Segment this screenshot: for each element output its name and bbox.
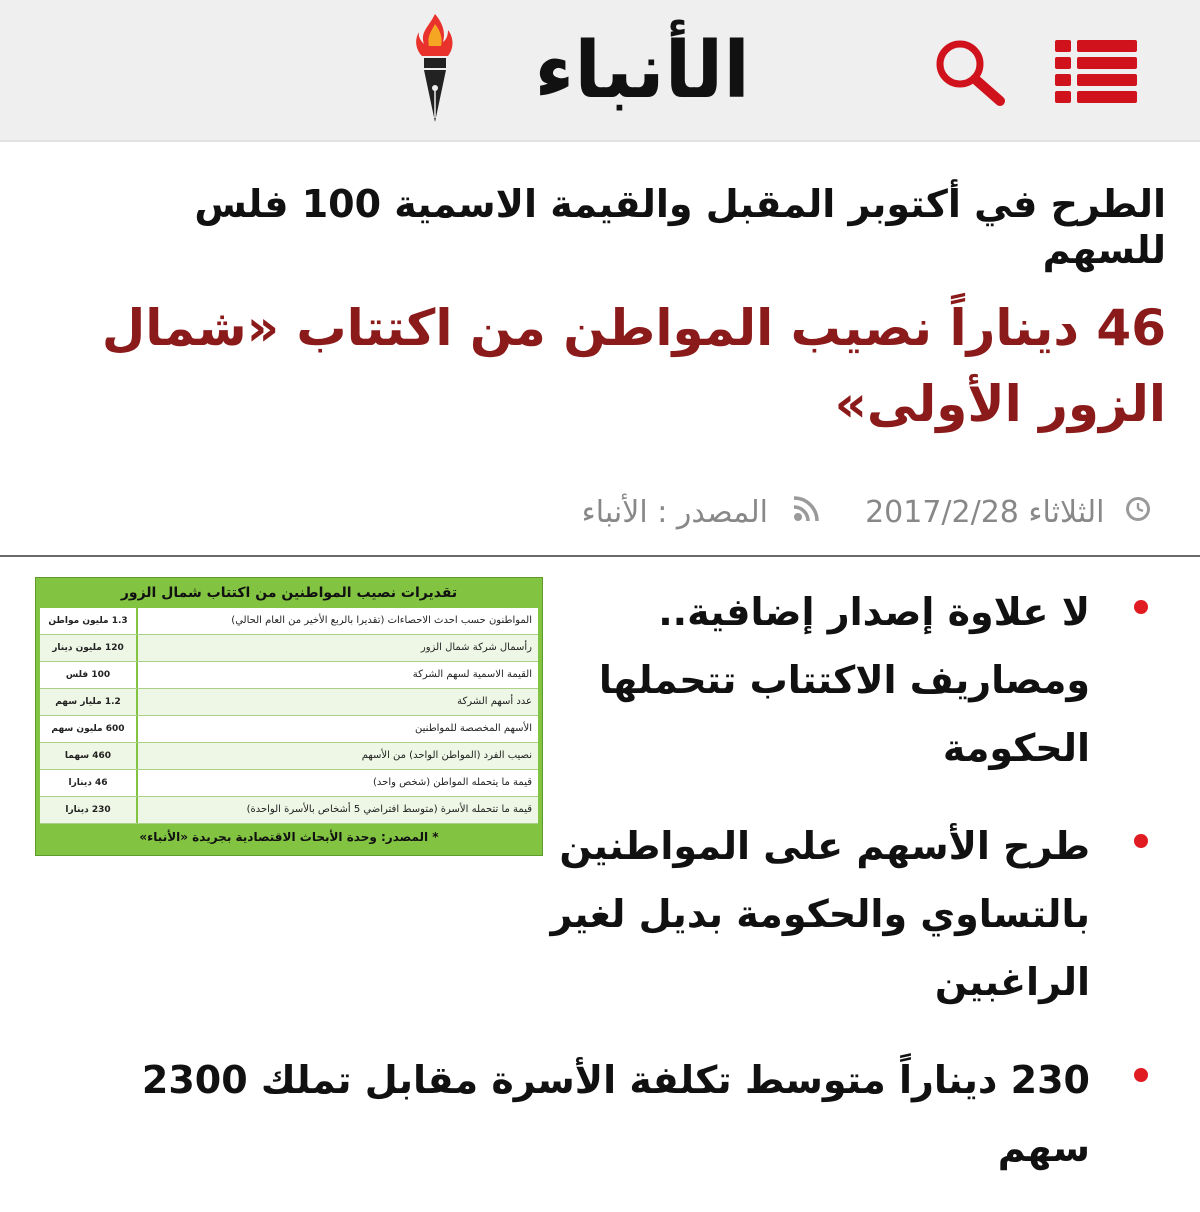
row-label: المواطنون حسب احدث الاحصاءات (تقديرا بالربع الأخير من العام الحالي) [231,615,532,626]
article-subtitle: الطرح في أكتوبر المقبل والقيمة الاسمية 100 فلس للسهم [194,182,1166,272]
infographic-table[interactable] [35,577,543,856]
clock-icon [1124,495,1152,531]
table-row [40,689,538,716]
infographic-rows [40,608,538,824]
article-meta [42,494,1152,534]
table-row [40,662,538,689]
bullet-dot-icon [1134,1068,1148,1082]
row-label: القيمة الاسمية لسهم الشركة [412,669,532,680]
highlight-item [532,812,1152,1016]
torch-pen-icon [410,10,460,128]
table-row [40,797,538,824]
search-icon[interactable] [934,38,1006,106]
bullet-dot-icon [1134,600,1148,614]
infographic-source: * المصدر: وحدة الأبحاث الاقتصادية بجريدة «الأنباء» [139,830,439,844]
highlight-item [532,578,1152,782]
highlight-text: طرح الأسهم على المواطنين بالتساوي والحكومة بديل لغير الراغبين [550,824,1090,1004]
row-value: 1.3 مليون مواطن [40,608,138,634]
highlight-text: لا علاوة إصدار إضافية.. ومصاريف الاكتتاب تتحملها الحكومة [598,590,1090,770]
row-label: قيمة ما تتحمله الأسرة (متوسط افتراضي 5 أشخاص بالأسرة الواحدة) [246,804,532,815]
article-date: الثلاثاء 2017/2/28 [865,495,1105,530]
hamburger-menu-icon[interactable] [1055,38,1137,104]
highlight-item [40,1046,1152,1182]
top-bar [0,0,1200,142]
article-headline: 46 ديناراً نصيب المواطن من اكتتاب «شمال الزور الأولى» [101,299,1166,433]
row-value: 460 سهما [40,743,138,769]
site-logo[interactable] [410,10,750,130]
table-row [40,743,538,770]
row-label: قيمة ما يتحمله المواطن (شخص واحد) [373,777,532,788]
row-label: نصيب الفرد (المواطن الواحد) من الأسهم [361,750,532,761]
row-value: 120 مليون دينار [40,635,138,661]
row-value: 230 دينارا [40,797,138,823]
section-divider [0,555,1200,557]
table-row [40,608,538,635]
infographic-title: تقديرات نصيب المواطنين من اكتتاب شمال الزور [120,585,458,601]
row-value: 100 فلس [40,662,138,688]
table-row [40,635,538,662]
highlight-text: 230 ديناراً متوسط تكلفة الأسرة مقابل تملك 2300 سهم [141,1058,1090,1170]
rss-icon [792,495,822,531]
row-label: الأسهم المخصصة للمواطنين [415,723,532,734]
row-value: 600 مليون سهم [40,716,138,742]
table-row [40,716,538,743]
logo-wordmark: الأنباء [534,26,750,116]
row-value: 46 دينارا [40,770,138,796]
article-source: المصدر : الأنباء [581,495,768,530]
bullet-dot-icon [1134,834,1148,848]
table-row [40,770,538,797]
row-value: 1.2 مليار سهم [40,689,138,715]
row-label: عدد أسهم الشركة [457,696,532,707]
row-label: رأسمال شركة شمال الزور [420,642,532,653]
